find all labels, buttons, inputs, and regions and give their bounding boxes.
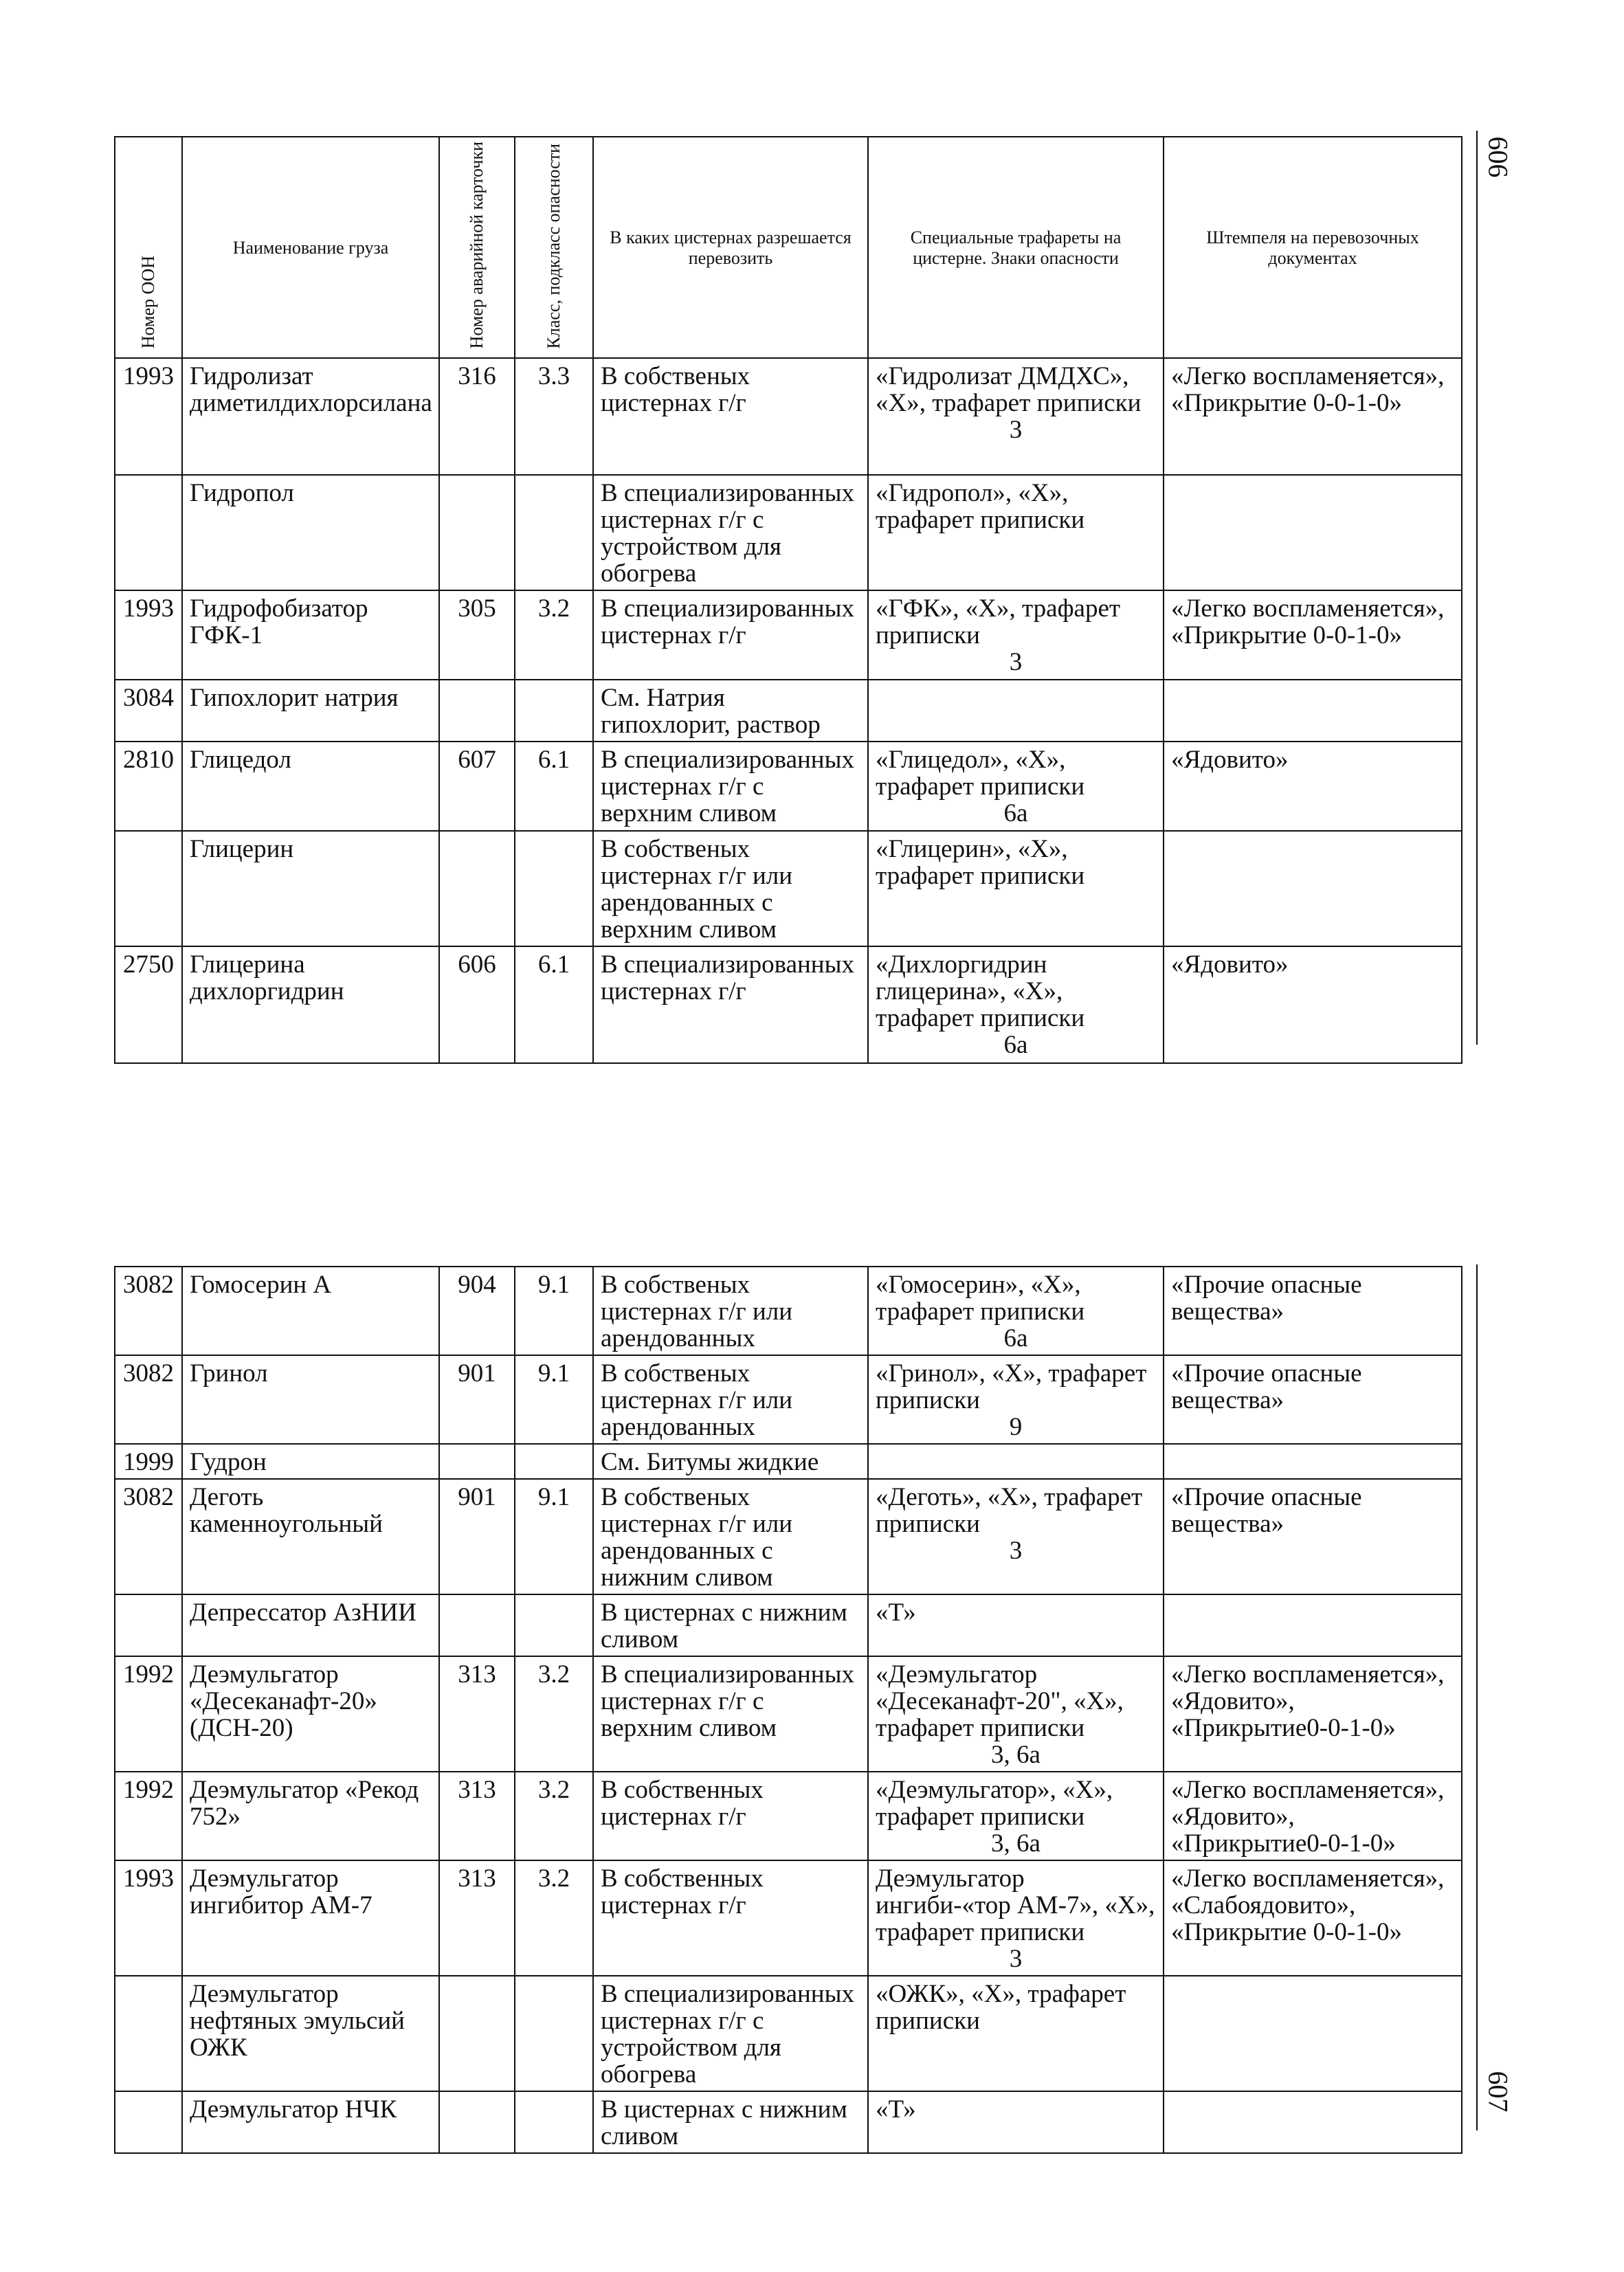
tank-type: В собственых цистернах г/г или арендованных bbox=[593, 1355, 868, 1444]
card-number: 901 bbox=[439, 1355, 515, 1444]
card-number bbox=[439, 475, 515, 590]
card-number bbox=[439, 1976, 515, 2091]
tank-type: В специализированных цистернах г/г с устройством для обогрева bbox=[593, 475, 868, 590]
stencil-text: «Глицедол», «Х», трафарет приписки bbox=[876, 746, 1085, 801]
un-number: 1992 bbox=[115, 1772, 182, 1860]
un-number bbox=[115, 831, 182, 946]
stencil-text: «Глицерин», «Х», трафарет приписки bbox=[876, 835, 1085, 891]
un-number bbox=[115, 2091, 182, 2153]
hazard-class: 9.1 bbox=[515, 1479, 593, 1594]
tank-type: В специализированных цистернах г/г с верхним сливом bbox=[593, 742, 868, 831]
tank-type: В собственых цистернах г/г или арендованных bbox=[593, 1267, 868, 1355]
stencil-cell bbox=[868, 1267, 1164, 1355]
cargo-name: Глицерина дихлоргидрин bbox=[182, 946, 439, 1063]
cargo-name: Деэмульгатор ингибитор АМ-7 bbox=[182, 1860, 439, 1976]
stencil-text: «Деэмульгатор», «Х», трафарет приписки bbox=[876, 1776, 1113, 1831]
card-number bbox=[439, 831, 515, 946]
table-row bbox=[115, 1594, 1462, 1656]
tank-type: В специализированных цистернах г/г bbox=[593, 590, 868, 680]
un-number: 2750 bbox=[115, 946, 182, 1063]
hazard-class bbox=[515, 1594, 593, 1656]
cargo-table-bottom bbox=[114, 1266, 1462, 2154]
card-number: 607 bbox=[439, 742, 515, 831]
card-number bbox=[439, 1444, 515, 1479]
header-card-number: Номер аварийной карточки bbox=[439, 137, 515, 358]
card-number bbox=[439, 1594, 515, 1656]
stamp bbox=[1164, 2091, 1462, 2153]
hazard-class: 9.1 bbox=[515, 1267, 593, 1355]
card-number bbox=[439, 2091, 515, 2153]
right-margin-rule bbox=[1476, 131, 1478, 1045]
stamp: «Легко воспламеняется», «Ядовито», «Прикрытие0-0-1-0» bbox=[1164, 1656, 1462, 1772]
table-row bbox=[115, 1355, 1462, 1444]
hazard-sign: 3 bbox=[1009, 416, 1023, 445]
table-row bbox=[115, 1444, 1462, 1479]
hazard-sign: 3, 6а bbox=[991, 1829, 1041, 1858]
tank-type: В специализированных цистернах г/г bbox=[593, 946, 868, 1063]
stencil-text: «Гидролизат ДМДХС», «Х», трафарет приписки bbox=[876, 362, 1142, 418]
un-number: 1999 bbox=[115, 1444, 182, 1479]
card-number: 313 bbox=[439, 1860, 515, 1976]
hazard-class: 9.1 bbox=[515, 1355, 593, 1444]
cargo-name: Гидрофобизатор ГФК-1 bbox=[182, 590, 439, 680]
stencil-cell bbox=[868, 946, 1164, 1063]
un-number: 3082 bbox=[115, 1355, 182, 1444]
stencil-cell bbox=[868, 680, 1164, 742]
hazard-class bbox=[515, 1976, 593, 2091]
cargo-name: Деэмульгатор НЧК bbox=[182, 2091, 439, 2153]
tank-type: В специализированных цистернах г/г с верхним сливом bbox=[593, 1656, 868, 1772]
header-class: Класс, подкласс опасности bbox=[515, 137, 593, 358]
tank-type: В собственых цистернах г/г или арендованных с верхним сливом bbox=[593, 831, 868, 946]
tank-type: В собственых цистернах г/г или арендованных с нижним сливом bbox=[593, 1479, 868, 1594]
tank-type: В собственных цистернах г/г bbox=[593, 1860, 868, 1976]
card-number: 316 bbox=[439, 358, 515, 475]
stamp bbox=[1164, 680, 1462, 742]
header-un-number: Номер ООН bbox=[115, 137, 182, 358]
stencil-text: «ГФК», «Х», трафарет приписки bbox=[876, 594, 1121, 650]
header-tanks: В каких цистернах разрешается перевозить bbox=[593, 137, 868, 358]
stencil-text: «Гомосерин», «Х», трафарет приписки bbox=[876, 1271, 1085, 1326]
stencil-cell bbox=[868, 1976, 1164, 2091]
un-number: 1993 bbox=[115, 590, 182, 680]
hazard-class: 3.2 bbox=[515, 590, 593, 680]
table-row bbox=[115, 1860, 1462, 1976]
stencil-cell bbox=[868, 2091, 1164, 2153]
un-number: 1993 bbox=[115, 1860, 182, 1976]
cargo-name: Гипохлорит натрия bbox=[182, 680, 439, 742]
stamp: «Легко воспламеняется», «Прикрытие 0-0-1-0» bbox=[1164, 358, 1462, 475]
cargo-name: Глицерин bbox=[182, 831, 439, 946]
hazard-sign: 3, 6а bbox=[991, 1741, 1041, 1769]
stamp: «Легко воспламеняется», «Ядовито», «Прикрытие0-0-1-0» bbox=[1164, 1772, 1462, 1860]
hazard-sign: 6а bbox=[1003, 1324, 1028, 1352]
stencil-cell bbox=[868, 1656, 1164, 1772]
stencil-cell bbox=[868, 358, 1164, 475]
table-row bbox=[115, 1656, 1462, 1772]
hazard-sign: 3 bbox=[1009, 1537, 1023, 1565]
table-row bbox=[115, 475, 1462, 590]
table-row bbox=[115, 590, 1462, 680]
header-cargo-name: Наименование груза bbox=[182, 137, 439, 358]
stencil-text: Деэмульгатор ингиби-«тор АМ-7», «Х», трафарет приписки bbox=[876, 1864, 1155, 1946]
cargo-name: Депрессатор АзНИИ bbox=[182, 1594, 439, 1656]
cargo-name: Гудрон bbox=[182, 1444, 439, 1479]
tank-type: В собственных цистернах г/г bbox=[593, 1772, 868, 1860]
cargo-name: Глицедол bbox=[182, 742, 439, 831]
card-number bbox=[439, 680, 515, 742]
stencil-text: «Дихлоргидрин глицерина», «Х», трафарет приписки bbox=[876, 950, 1085, 1033]
card-number: 904 bbox=[439, 1267, 515, 1355]
stencil-cell bbox=[868, 1772, 1164, 1860]
stencil-text: «Гидропол», «Х», трафарет приписки bbox=[876, 479, 1085, 535]
table-row bbox=[115, 358, 1462, 475]
tank-type: См. Битумы жидкие bbox=[593, 1444, 868, 1479]
stencil-text: «Т» bbox=[876, 2095, 916, 2124]
stencil-text: «Деэмульгатор «Десеканафт-20", «Х», трафарет приписки bbox=[876, 1660, 1124, 1742]
cargo-name: Деэмульгатор «Рекод 752» bbox=[182, 1772, 439, 1860]
stamp bbox=[1164, 1976, 1462, 2091]
hazard-class bbox=[515, 1444, 593, 1479]
hazard-class bbox=[515, 831, 593, 946]
page-number-bottom: 607 bbox=[1482, 2071, 1514, 2113]
stamp: «Прочие опасные вещества» bbox=[1164, 1355, 1462, 1444]
hazard-class: 6.1 bbox=[515, 946, 593, 1063]
table-row bbox=[115, 831, 1462, 946]
table-row bbox=[115, 2091, 1462, 2153]
hazard-sign: 9 bbox=[1009, 1413, 1023, 1441]
stencil-cell bbox=[868, 831, 1164, 946]
un-number: 3082 bbox=[115, 1479, 182, 1594]
hazard-sign: 6а bbox=[1003, 799, 1028, 828]
cargo-name: Деготь каменноугольный bbox=[182, 1479, 439, 1594]
stamp: «Легко воспламеняется», «Прикрытие 0-0-1-0» bbox=[1164, 590, 1462, 680]
un-number: 3084 bbox=[115, 680, 182, 742]
cargo-name: Гомосерин А bbox=[182, 1267, 439, 1355]
stencil-text: «Гринол», «Х», трафарет приписки bbox=[876, 1359, 1147, 1414]
hazard-class bbox=[515, 680, 593, 742]
un-number: 3082 bbox=[115, 1267, 182, 1355]
cargo-table-top bbox=[114, 136, 1462, 1064]
tank-type: В специализированных цистернах г/г с устройством для обогрева bbox=[593, 1976, 868, 2091]
table-row bbox=[115, 1267, 1462, 1355]
stamp bbox=[1164, 475, 1462, 590]
stamp: «Ядовито» bbox=[1164, 742, 1462, 831]
un-number: 1993 bbox=[115, 358, 182, 475]
header-stencils: Специальные трафареты на цистерне. Знаки опасности bbox=[868, 137, 1164, 358]
stencil-cell bbox=[868, 742, 1164, 831]
cargo-name: Гринол bbox=[182, 1355, 439, 1444]
hazard-class bbox=[515, 2091, 593, 2153]
stencil-cell bbox=[868, 475, 1164, 590]
hazard-class: 6.1 bbox=[515, 742, 593, 831]
stencil-cell bbox=[868, 1860, 1164, 1976]
card-number: 901 bbox=[439, 1479, 515, 1594]
stencil-cell bbox=[868, 1594, 1164, 1656]
un-number bbox=[115, 1594, 182, 1656]
stamp: «Ядовито» bbox=[1164, 946, 1462, 1063]
cargo-name: Гидролизат диметилдихлорсилана bbox=[182, 358, 439, 475]
card-number: 305 bbox=[439, 590, 515, 680]
table-row bbox=[115, 946, 1462, 1063]
hazard-sign: 3 bbox=[1009, 1945, 1023, 1973]
header-stamps: Штемпеля на перевозочных документах bbox=[1164, 137, 1462, 358]
stencil-text: «ОЖК», «Х», трафарет приписки bbox=[876, 1980, 1126, 2035]
hazard-sign: 6а bbox=[1003, 1031, 1028, 1060]
stencil-cell bbox=[868, 590, 1164, 680]
un-number: 1992 bbox=[115, 1656, 182, 1772]
cargo-name: Деэмульгатор «Десеканафт-20» (ДСН-20) bbox=[182, 1656, 439, 1772]
hazard-sign: 3 bbox=[1009, 648, 1023, 677]
stamp: «Прочие опасные вещества» bbox=[1164, 1479, 1462, 1594]
card-number: 313 bbox=[439, 1656, 515, 1772]
hazard-class: 3.2 bbox=[515, 1860, 593, 1976]
stamp bbox=[1164, 1594, 1462, 1656]
stencil-text: «Т» bbox=[876, 1599, 916, 1627]
right-margin-rule-lower bbox=[1476, 1265, 1478, 2130]
cargo-name: Деэмульгатор нефтяных эмульсий ОЖК bbox=[182, 1976, 439, 2091]
table-row bbox=[115, 680, 1462, 742]
tank-type: См. Натрия гипохлорит, раствор bbox=[593, 680, 868, 742]
stamp: «Прочие опасные вещества» bbox=[1164, 1267, 1462, 1355]
stamp bbox=[1164, 831, 1462, 946]
table-row bbox=[115, 1479, 1462, 1594]
card-number: 313 bbox=[439, 1772, 515, 1860]
hazard-class: 3.3 bbox=[515, 358, 593, 475]
stencil-cell bbox=[868, 1479, 1164, 1594]
table-row bbox=[115, 742, 1462, 831]
stencil-cell bbox=[868, 1355, 1164, 1444]
stencil-cell bbox=[868, 1444, 1164, 1479]
card-number: 606 bbox=[439, 946, 515, 1063]
tank-type: В цистернах с нижним сливом bbox=[593, 2091, 868, 2153]
un-number bbox=[115, 1976, 182, 2091]
table-row bbox=[115, 1772, 1462, 1860]
un-number bbox=[115, 475, 182, 590]
page-number-top: 606 bbox=[1482, 136, 1514, 178]
un-number: 2810 bbox=[115, 742, 182, 831]
tank-type: В цистернах с нижним сливом bbox=[593, 1594, 868, 1656]
stamp: «Легко воспламеняется», «Слабоядовито», «Прикрытие 0-0-1-0» bbox=[1164, 1860, 1462, 1976]
tank-type: В собственых цистернах г/г bbox=[593, 358, 868, 475]
cargo-name: Гидропол bbox=[182, 475, 439, 590]
stencil-text: «Деготь», «Х», трафарет приписки bbox=[876, 1483, 1143, 1538]
hazard-class bbox=[515, 475, 593, 590]
hazard-class: 3.2 bbox=[515, 1656, 593, 1772]
table-row bbox=[115, 1976, 1462, 2091]
hazard-class: 3.2 bbox=[515, 1772, 593, 1860]
stamp bbox=[1164, 1444, 1462, 1479]
